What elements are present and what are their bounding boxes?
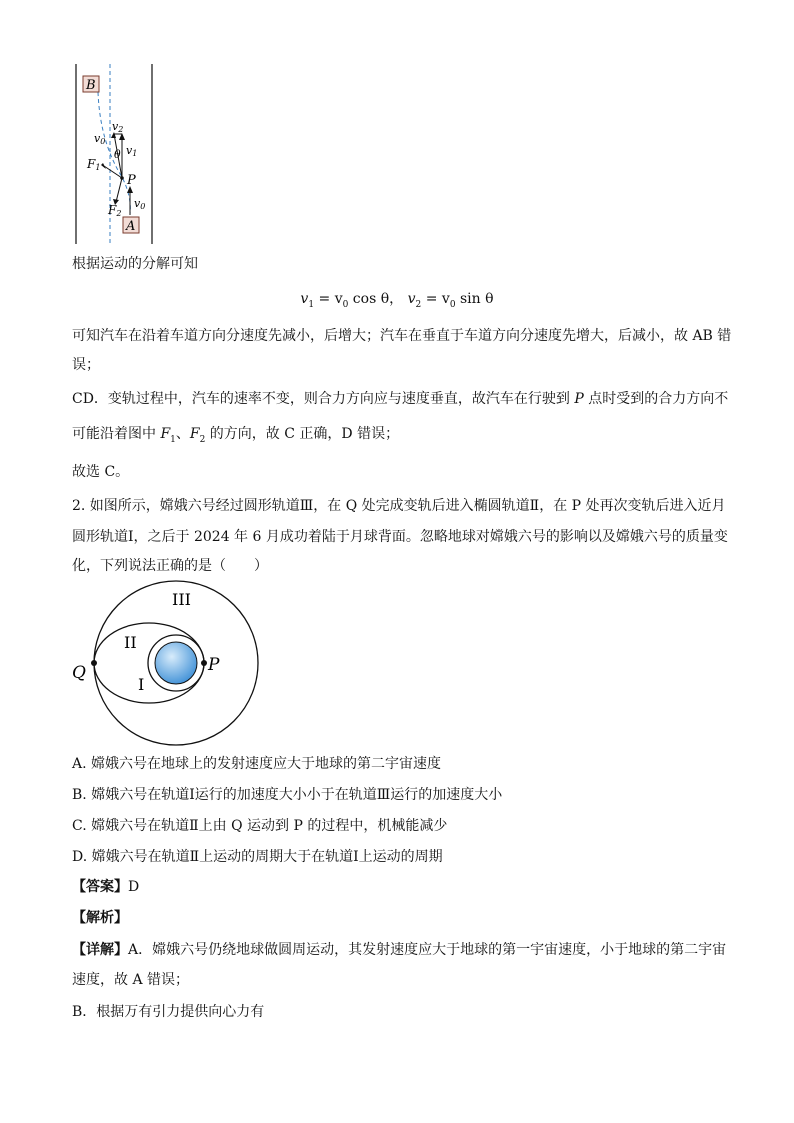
orbit-diagram — [68, 578, 268, 748]
moon — [155, 642, 197, 684]
label-ii: II — [124, 633, 137, 652]
label-v1: v1 — [126, 144, 138, 158]
label-v0-top: v0 — [94, 132, 106, 146]
label-v2: v2 — [112, 120, 124, 134]
paragraph: 可能沿着图中 $F_1$、$F_2$ 的方向，故 C 正确，D 错误； — [72, 426, 400, 445]
label-p: P — [127, 173, 136, 188]
detail: 【详解】A．嫦娥六号仍绕地球做圆周运动，其发射速度应大于地球的第一宇宙速度，小于地球的第二宇宙 — [72, 942, 727, 958]
option-a: A. 嫦娥六号在地球上的发射速度应大于地球的第二宇宙速度 — [72, 756, 442, 772]
paragraph: 根据运动的分解可知 — [72, 256, 198, 272]
point-p — [201, 660, 207, 666]
label-v0-bottom: v0 — [134, 197, 146, 211]
question-stem: 圆形轨道Ⅰ，之后于 2024 年 6 月成功着陆于月球背面。忽略地球对嫦娥六号的影响以及嫦娥六号的质量变 — [72, 529, 728, 545]
label-f2: F2 — [108, 203, 122, 218]
road-diagram — [70, 62, 160, 246]
arrowhead — [101, 163, 106, 169]
label-a: A — [126, 219, 136, 234]
answer-value: D — [128, 879, 140, 895]
answer-tag: 【答案】 — [72, 879, 128, 895]
detail: B．根据万有引力提供向心力有 — [72, 1004, 265, 1020]
answer — [72, 877, 139, 897]
label-b: B — [86, 78, 96, 93]
label-iii: III — [172, 590, 191, 609]
question-stem: 2. 如图所示，嫦娥六号经过圆形轨道Ⅲ，在 Q 处完成变轨后进入椭圆轨道Ⅱ，在 P 处再次变轨后进入近月 — [72, 498, 726, 514]
paragraph: 故选 C。 — [72, 464, 130, 480]
detail-tag: 【详解】 — [72, 942, 128, 958]
option-b: B. 嫦娥六号在轨道Ⅰ运行的加速度大小小于在轨道Ⅲ运行的加速度大小 — [72, 787, 503, 803]
detail: 速度，故 A 错误； — [72, 972, 190, 988]
point-p — [120, 176, 124, 180]
paragraph: CD．变轨过程中，汽车的速率不变，则合力方向应与速度垂直，故汽车在行驶到 P 点时受到的合力方向不 — [72, 391, 729, 407]
point-q — [91, 660, 97, 666]
paragraph: 可知汽车在沿着车道方向分速度先减小，后增大；汽车在垂直于车道方向分速度先增大，后减小，故 AB 错 — [72, 328, 732, 344]
question-stem: 化，下列说法正确的是（ ） — [72, 558, 268, 574]
paragraph: 误； — [72, 357, 100, 373]
vector-f2 — [116, 178, 122, 202]
label-q: Q — [72, 663, 86, 683]
option-c: C. 嫦娥六号在轨道Ⅱ上由 Q 运动到 P 的过程中，机械能减少 — [72, 818, 448, 834]
analysis-tag: 【解析】 — [72, 910, 128, 926]
formula: $v_1 = v_0$ cos θ， $v_2 = v_0$ sin θ — [300, 291, 494, 310]
vector-f1 — [104, 166, 122, 178]
option-d: D. 嫦娥六号在轨道Ⅱ上运动的周期大于在轨道Ⅰ上运动的周期 — [72, 849, 443, 865]
label-i: I — [138, 675, 145, 694]
label-p: P — [208, 655, 220, 675]
label-f1: F1 — [87, 157, 101, 172]
label-theta: θ — [114, 148, 121, 161]
